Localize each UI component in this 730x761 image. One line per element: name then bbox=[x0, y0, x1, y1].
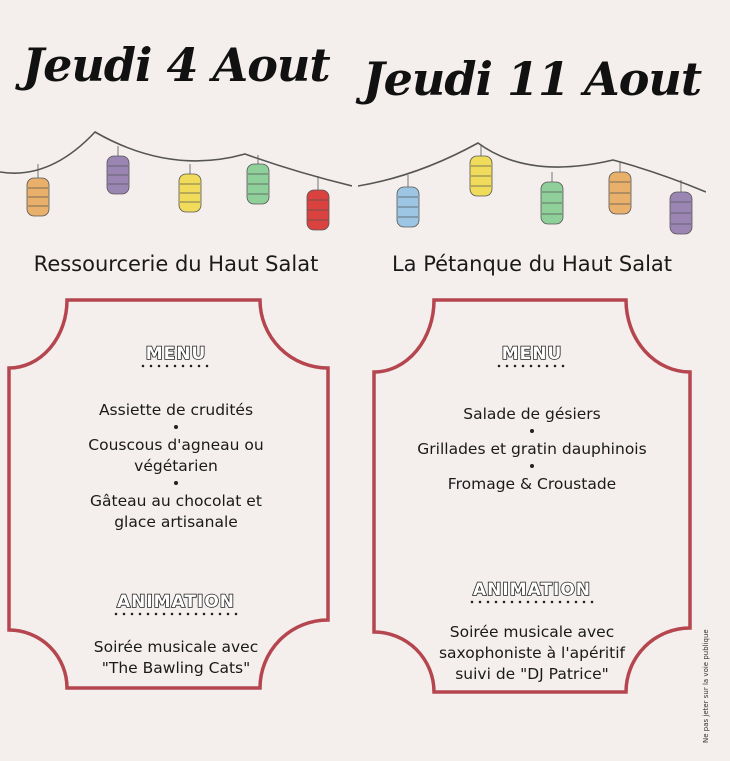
animation-heading: ANIMATION bbox=[116, 592, 236, 612]
venue-right: La Pétanque du Haut Salat bbox=[391, 252, 673, 276]
menu-item: Salade de gésiers bbox=[463, 405, 601, 423]
menu-item: Fromage & Croustade bbox=[447, 475, 617, 493]
animation-line: Soirée musicale avec bbox=[449, 623, 615, 641]
animation-text-right bbox=[358, 622, 706, 685]
menu-item: Couscous d'agneau ou végétarien bbox=[88, 436, 264, 475]
animation-text-left bbox=[0, 637, 352, 679]
right-event-column bbox=[358, 0, 706, 761]
bullet-dot bbox=[530, 429, 534, 433]
lantern-icon bbox=[397, 175, 419, 227]
heading-underline bbox=[139, 364, 213, 368]
bullet-dot bbox=[174, 481, 178, 485]
event-date-right: Jeudi 11 Aout bbox=[362, 52, 702, 106]
event-date-left: Jeudi 4 Aout bbox=[22, 38, 330, 92]
menu-heading: MENU bbox=[501, 344, 563, 364]
menu-list-left bbox=[0, 400, 352, 533]
bullet-dot bbox=[530, 464, 534, 468]
heading-underline bbox=[495, 364, 569, 368]
lantern-icon bbox=[179, 164, 201, 212]
lantern-icon bbox=[470, 145, 492, 196]
lantern-icon bbox=[609, 162, 631, 214]
lantern-garland-left bbox=[0, 0, 352, 240]
menu-item: Gâteau au chocolat et glace artisanale bbox=[90, 492, 262, 531]
animation-line: saxophoniste à l'apéritif bbox=[438, 644, 626, 662]
left-event-column bbox=[0, 0, 352, 761]
lantern-icon bbox=[670, 180, 692, 234]
lantern-icon bbox=[307, 176, 329, 230]
animation-line: "The Bawling Cats" bbox=[101, 659, 251, 677]
venue-left: Ressourcerie du Haut Salat bbox=[33, 252, 319, 276]
animation-heading: ANIMATION bbox=[472, 580, 592, 600]
heading-underline bbox=[112, 612, 240, 616]
animation-line: suivi de "DJ Patrice" bbox=[455, 665, 609, 683]
bullet-dot bbox=[174, 425, 178, 429]
menu-item: Assiette de crudités bbox=[98, 401, 254, 419]
menu-list-right bbox=[358, 404, 706, 495]
lantern-garland-right bbox=[358, 0, 706, 240]
lantern-icon bbox=[107, 146, 129, 194]
heading-underline bbox=[468, 600, 596, 604]
menu-item: Grillades et gratin dauphinois bbox=[417, 440, 647, 458]
menu-heading: MENU bbox=[145, 344, 207, 364]
lantern-icon bbox=[541, 172, 563, 224]
lantern-icon bbox=[247, 155, 269, 204]
animation-line: Soirée musicale avec bbox=[93, 638, 259, 656]
side-disclaimer: Ne pas jeter sur la voie publique bbox=[702, 629, 710, 743]
